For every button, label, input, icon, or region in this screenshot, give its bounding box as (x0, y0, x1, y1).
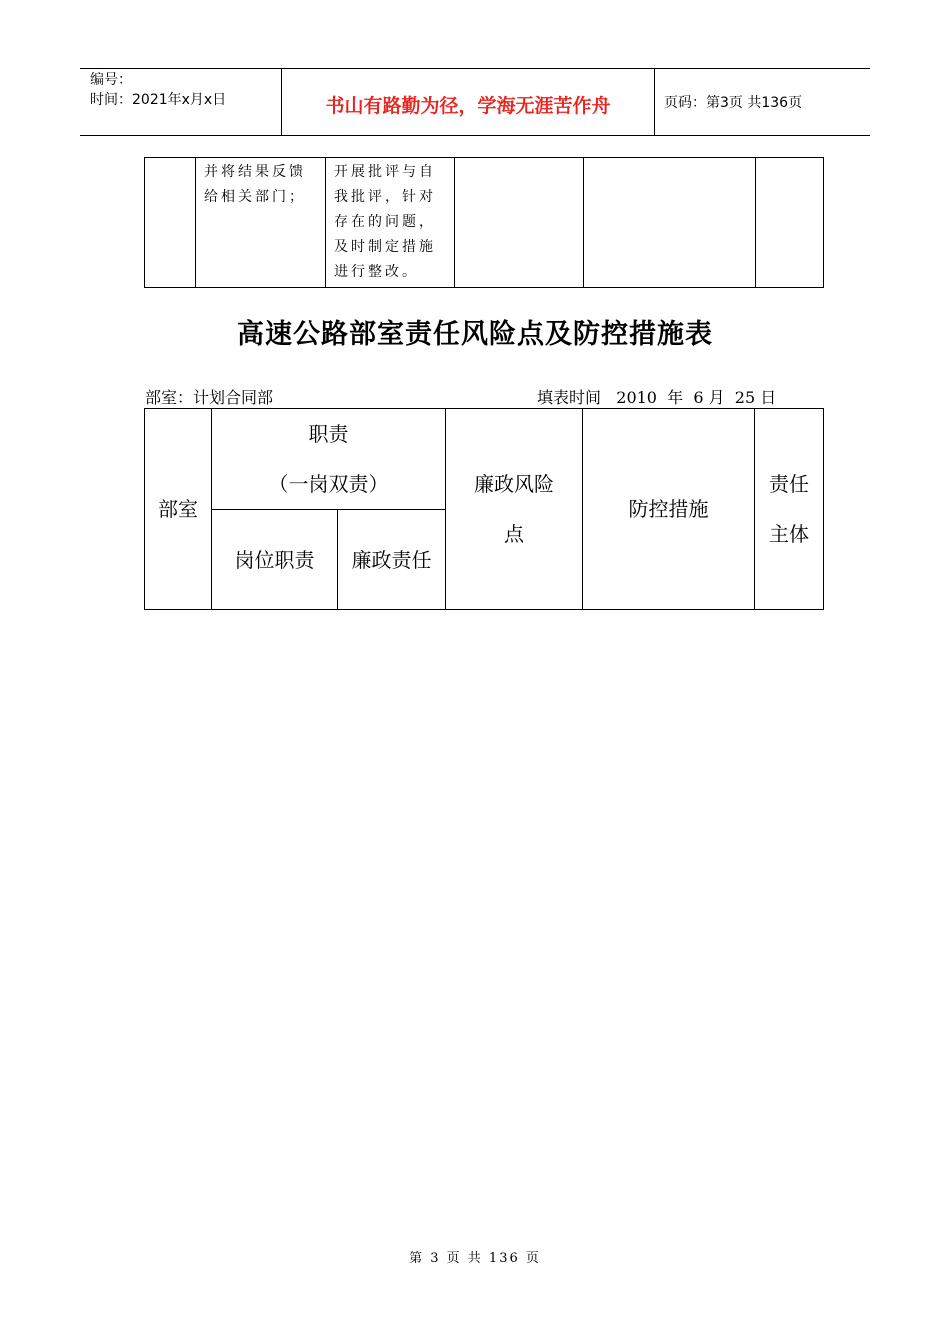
fill-time-label: 填表时间 2010 年 6 月 25 日 (537, 388, 777, 407)
table-cell: 并将结果反馈给相关部门； (196, 158, 326, 288)
page-footer: 第 3 页 共 136 页 (409, 1251, 541, 1266)
header-responsible-text: 责任主体 (769, 472, 809, 546)
table-cell (756, 158, 824, 288)
header-bottom-rule (80, 135, 870, 136)
continuation-table (144, 157, 824, 288)
table-row (145, 158, 824, 288)
header-page-info: 页码：第3页 共136页 (664, 95, 803, 111)
header-divider-right (654, 68, 655, 136)
header-risk-point (446, 409, 583, 610)
table-cell (584, 158, 756, 288)
header-measures: 防控措施 (583, 409, 755, 610)
header-department: 部室 (145, 409, 212, 610)
header-time-label: 时间：2021年x月x日 (90, 92, 227, 108)
header-integrity-duty (338, 510, 446, 610)
header-duty (212, 409, 446, 510)
department-label: 部室：计划合同部 (145, 388, 274, 407)
risk-table (144, 408, 824, 610)
header-duty-subtitle: （一岗双责） (268, 472, 389, 496)
table-cell: 开展批评与自我批评，针对存在的问题，及时制定措施进行整改。 (326, 158, 455, 288)
page-title: 高速公路部室责任风险点及防控措施表 (237, 319, 713, 350)
header-duty-title: 职责 (308, 422, 349, 446)
table-cell (145, 158, 196, 288)
header-post-duty: 岗位职责 (212, 510, 338, 610)
header-number-label: 编号： (90, 72, 132, 88)
header-risk-point-text: 廉政风险点 (474, 472, 554, 546)
header-responsible (755, 409, 824, 610)
header-motto: 书山有路勤为径，学海无涯苦作舟 (325, 95, 611, 117)
header-integrity-duty-text: 廉政责任 (351, 547, 432, 572)
table-cell (455, 158, 584, 288)
table-header-row (145, 409, 824, 510)
header-top-rule (80, 68, 870, 69)
